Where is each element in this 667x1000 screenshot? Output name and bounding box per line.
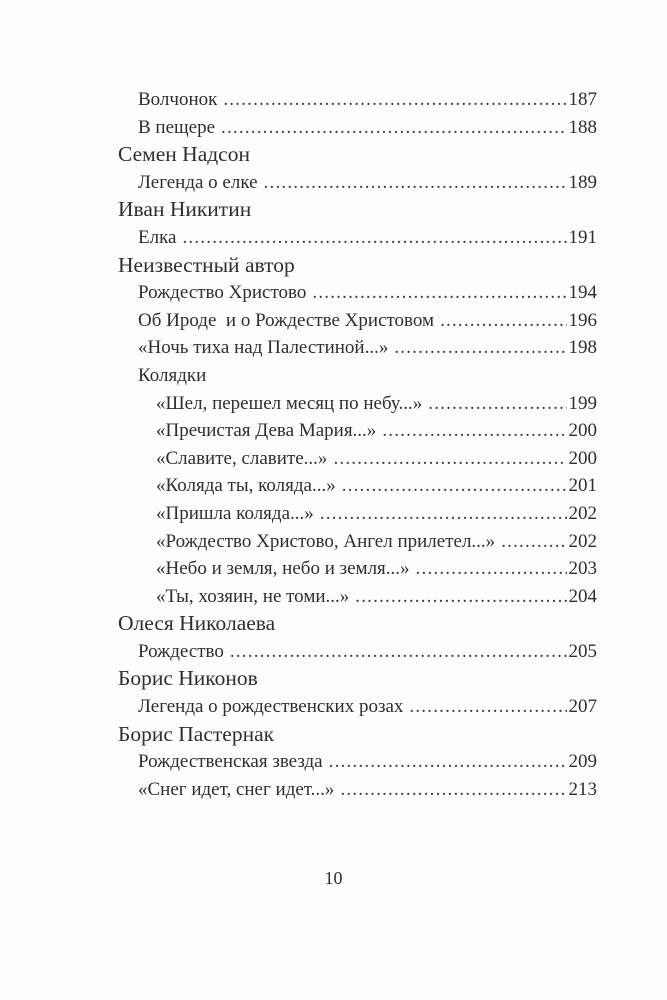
page-footer — [0, 868, 667, 889]
toc-entry-title: «Снег идет, снег идет...» — [138, 778, 335, 800]
toc-entry-page: 209 — [568, 751, 597, 773]
dot-leader — [329, 748, 567, 776]
toc-heading-title: Олеся Николаева — [118, 611, 276, 636]
toc-entry-page: 202 — [568, 502, 597, 524]
dot-leader — [223, 86, 566, 114]
dot-leader — [340, 776, 566, 804]
toc-heading-title: Неизвестный автор — [118, 252, 295, 277]
toc-entry-title: «Пришла коляда...» — [156, 502, 314, 524]
toc-author-heading — [118, 610, 597, 638]
dot-leader — [501, 528, 566, 556]
toc-entry — [118, 224, 597, 252]
toc-entry-page: 204 — [568, 585, 597, 607]
toc-entry-title: «Ты, хозяин, не томи...» — [156, 585, 350, 607]
toc-heading-title: Семен Надсон — [118, 142, 250, 167]
toc-entry-page: 188 — [568, 116, 597, 138]
toc-entry-page: 207 — [568, 696, 597, 718]
toc-heading-title: Борис Пастернак — [118, 721, 275, 746]
toc-entry — [118, 555, 597, 583]
dot-leader — [264, 169, 567, 197]
toc-author-heading — [118, 721, 597, 749]
toc-entry-title: Рождество — [138, 640, 224, 662]
dot-leader — [333, 445, 566, 473]
toc-entry-title: Легенда о елке — [138, 171, 258, 193]
toc-entry-title: «Небо и земля, небо и земля...» — [156, 558, 410, 580]
toc-entry — [118, 748, 597, 776]
dot-leader — [230, 638, 567, 666]
toc-entry-page: 198 — [568, 337, 597, 359]
toc-entry — [118, 693, 597, 721]
dot-leader — [320, 500, 567, 528]
toc-entry-title: «Рождество Христово, Ангел прилетел...» — [156, 530, 496, 552]
toc-entry-page: 205 — [568, 640, 597, 662]
toc-entry — [118, 472, 597, 500]
toc-entry-page: 200 — [568, 447, 597, 469]
toc-entry-title: Рождественская звезда — [138, 751, 323, 773]
dot-leader — [409, 693, 566, 721]
toc-entry — [118, 169, 597, 197]
toc-subheading — [118, 362, 597, 390]
toc-entry — [118, 417, 597, 445]
toc-entry-page: 194 — [568, 282, 597, 304]
toc-author-heading — [118, 141, 597, 169]
toc-entry-page: 201 — [568, 475, 597, 497]
toc-entry-page: 191 — [568, 226, 597, 248]
toc-entry-page: 187 — [568, 89, 597, 110]
toc-entry — [118, 500, 597, 528]
toc-entry — [118, 445, 597, 473]
toc-entry — [118, 307, 597, 335]
toc-entry-page: 189 — [568, 171, 597, 193]
toc-entry-page: 199 — [568, 392, 597, 414]
toc-entry-page: 202 — [568, 530, 597, 552]
dot-leader — [182, 224, 566, 252]
toc-entry — [118, 114, 597, 142]
toc-entry-title: «Ночь тиха над Палестиной...» — [138, 337, 389, 359]
toc-entry-title: Легенда о рождественских розах — [138, 696, 404, 718]
toc-entry — [118, 583, 597, 611]
toc-author-heading — [118, 665, 597, 693]
toc-entry-title: «Славите, славите...» — [156, 447, 328, 469]
toc-entry — [118, 528, 597, 556]
toc-entry — [118, 776, 597, 804]
toc-entry — [118, 279, 597, 307]
toc-entry — [118, 638, 597, 666]
toc-entry-title: Елка — [138, 226, 177, 248]
toc-entry-title: Волчонок — [138, 89, 218, 110]
toc-author-heading — [118, 252, 597, 280]
dot-leader — [221, 114, 566, 142]
toc-entry-title: Рождество Христово — [138, 282, 307, 304]
toc-entry-title: «Коляда ты, коляда...» — [156, 475, 336, 497]
toc-entry-title: Об Ироде и о Рождестве Христовом — [138, 309, 435, 331]
toc-heading-title: Иван Никитин — [118, 197, 252, 222]
dot-leader — [416, 555, 567, 583]
table-of-contents — [118, 86, 597, 803]
toc-entry-page: 213 — [568, 778, 597, 800]
dot-leader — [312, 279, 566, 307]
dot-leader — [355, 583, 566, 611]
toc-entry-title: В пещере — [138, 116, 216, 138]
toc-entry-page: 200 — [568, 420, 597, 442]
folio-page-number: 10 — [324, 868, 343, 888]
dot-leader — [428, 390, 566, 418]
dot-leader — [440, 307, 566, 335]
toc-heading-title: Колядки — [138, 364, 207, 386]
dot-leader — [394, 334, 566, 362]
dot-leader — [382, 417, 566, 445]
toc-entry-title: «Шел, перешел месяц по небу...» — [156, 392, 423, 414]
toc-entry — [118, 86, 597, 114]
toc-entry-title: «Пречистая Дева Мария...» — [156, 420, 377, 442]
toc-entry-page: 203 — [568, 558, 597, 580]
toc-heading-title: Борис Никонов — [118, 666, 258, 691]
toc-entry — [118, 334, 597, 362]
dot-leader — [342, 472, 567, 500]
toc-author-heading — [118, 196, 597, 224]
toc-entry-page: 196 — [568, 309, 597, 331]
toc-entry — [118, 390, 597, 418]
